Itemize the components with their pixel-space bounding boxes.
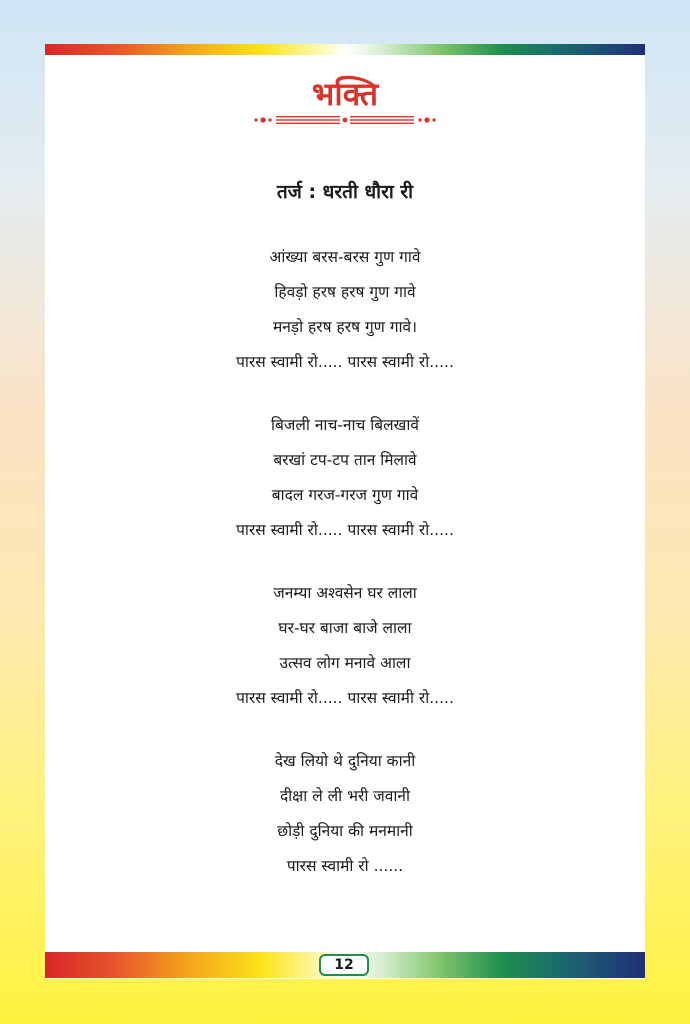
- page-number: 12: [319, 954, 369, 976]
- title-block: [45, 74, 645, 114]
- lyric-line: बिजली नाच-नाच बिलखावें: [271, 416, 419, 434]
- refrain-line: पारस स्वामी रो..... पारस स्वामी रो.....: [236, 689, 454, 707]
- book-page: [45, 44, 645, 979]
- lyric-line: दीक्षा ले ली भरी जवानी: [279, 787, 411, 805]
- top-gradient-band: [45, 44, 645, 55]
- refrain-line: पारस स्वामी रो..... पारस स्वामी रो.....: [236, 353, 454, 371]
- lyric-line: आंख्या बरस-बरस गुण गावे: [269, 248, 421, 266]
- stanza: [45, 576, 645, 716]
- stanza: [45, 408, 645, 548]
- stanza: [45, 240, 645, 380]
- lyric-line: उत्सव लोग मनावे आला: [279, 654, 411, 672]
- page-title: भक्ति: [311, 75, 379, 113]
- lyric-line: जनम्या अश्वसेन घर लाला: [273, 584, 417, 602]
- refrain-line: पारस स्वामी रो..... पारस स्वामी रो.....: [236, 521, 454, 539]
- lyric-line: मनड़ो हरष हरष गुण गावे।: [272, 318, 418, 336]
- lyric-line: बरखां टप-टप तान मिलावे: [273, 451, 417, 469]
- lyric-line: घर-घर बाजा बाजे लाला: [278, 619, 412, 637]
- lyrics: [45, 240, 645, 912]
- stanza: [45, 744, 645, 884]
- lyric-line: छोड़ी दुनिया की मनमानी: [277, 822, 413, 840]
- refrain-line: पारस स्वामी रो ......: [286, 857, 404, 875]
- lyric-line: देख लियो थे दुनिया कानी: [274, 752, 416, 770]
- lyric-line: हिवड़ो हरष हरष गुण गावे: [274, 283, 416, 301]
- tune-heading: तर्ज : धरती धौरा री: [276, 181, 414, 203]
- lyric-line: बादल गरज-गरज गुण गावे: [271, 486, 419, 504]
- decorative-divider-icon: [252, 112, 438, 128]
